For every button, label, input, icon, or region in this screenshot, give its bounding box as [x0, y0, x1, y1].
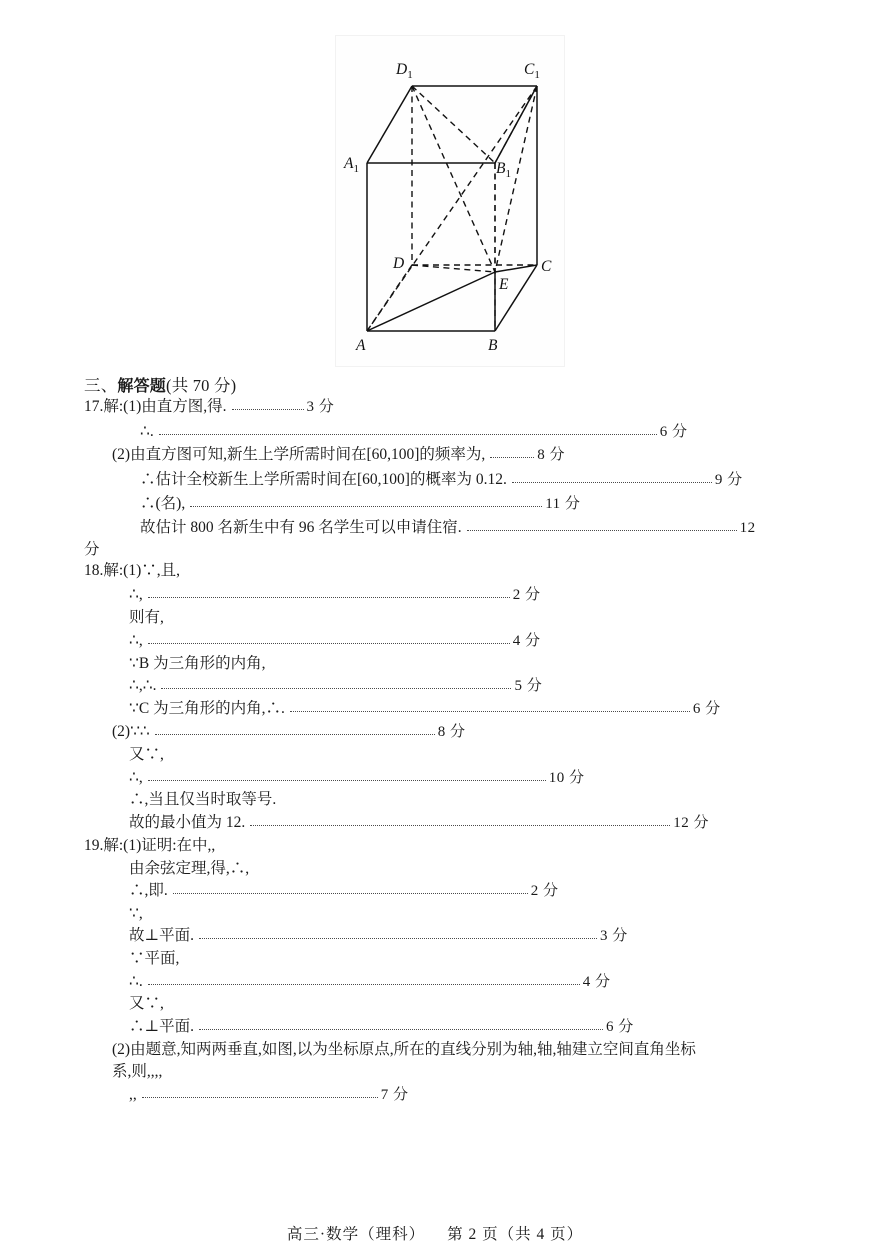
answer-line-text: 系,则,,,,: [112, 1063, 163, 1080]
dot-leader: [159, 424, 657, 440]
answer-line-text: ∴,: [129, 586, 143, 603]
vertex-label-A: A: [356, 337, 366, 354]
answer-line-19-2: [129, 883, 559, 899]
section-heading-prefix: 三、: [84, 376, 118, 395]
dot-leader: [512, 472, 712, 488]
score-mark: 6 分: [659, 424, 688, 440]
dot-leader: [142, 1087, 378, 1103]
score-mark: 9 分: [714, 472, 743, 488]
answer-line-18-2: [129, 610, 164, 626]
dot-leader: [190, 496, 542, 512]
answer-line-text: 故⊥平面.: [129, 927, 194, 944]
answer-line-19-3: [129, 906, 143, 922]
answer-line-text: ∴,: [129, 632, 143, 649]
answer-line-19-4: [129, 928, 628, 944]
answer-line-18-6: [129, 701, 721, 717]
footer-left: 高三·数学（理科）: [286, 1226, 426, 1243]
answer-line-19-9: [112, 1042, 696, 1058]
score-mark: 5 分: [514, 678, 543, 694]
answer-line-19-0: [84, 838, 215, 854]
dot-leader: [161, 678, 511, 694]
section-heading-bold: 解答题: [117, 376, 167, 395]
answer-line-17-4: [140, 496, 580, 512]
answer-line-text: ∴,即.: [129, 882, 168, 899]
dot-leader: [148, 633, 510, 649]
answer-line-18-1: [129, 587, 541, 603]
answer-line-18-11: [129, 815, 709, 831]
answer-line-text: ∴,当且仅当时取等号.: [129, 791, 277, 808]
answer-line-text: 故估计 800 名新生中有 96 名学生可以申请住宿.: [140, 519, 462, 536]
answer-line-text: ∴⊥平面.: [129, 1018, 194, 1035]
answer-line-text: ∴.: [129, 973, 143, 990]
answer-line-text: ∴,: [129, 769, 143, 786]
dot-leader: [173, 883, 528, 899]
dot-leader: [155, 724, 435, 740]
answer-line-text: 又∵,: [129, 746, 164, 763]
answer-line-18-8: [129, 747, 164, 763]
answer-line-19-7: [129, 996, 164, 1012]
score-mark: 12: [739, 520, 756, 536]
vertex-label-B1: $B_1$: [496, 160, 511, 180]
answer-line-19-8: [129, 1019, 634, 1035]
score-mark: 3 分: [306, 399, 335, 415]
score-mark: 6 分: [692, 701, 721, 717]
answer-line-17-0: [84, 399, 334, 415]
vertex-label-B: B: [488, 337, 498, 354]
score-mark: 2 分: [512, 587, 541, 603]
answer-line-text: ∴,∴.: [129, 677, 157, 694]
dot-leader: [148, 974, 580, 990]
score-mark: 3 分: [599, 928, 628, 944]
answer-line-text: ∴估计全校新生上学所需时间在[60,100]的概率为 0.12.: [140, 471, 507, 488]
answer-line-17-5: [140, 520, 756, 536]
answer-line-text: ,,: [129, 1086, 137, 1103]
section-heading-suffix: (共 70 分): [166, 376, 237, 395]
answer-line-text: 17.解:(1)由直方图,得.: [84, 398, 227, 415]
score-mark: 12 分: [673, 815, 710, 831]
answer-line-text: ∴.: [140, 423, 154, 440]
dot-leader: [148, 770, 546, 786]
answer-line-18-5: [129, 678, 542, 694]
dot-leader: [290, 701, 690, 717]
answer-line-text: ∴(名),: [140, 495, 186, 512]
answer-line-18-0: [84, 563, 180, 579]
answer-line-18-10: [129, 792, 276, 808]
answer-line-text: ∵C 为三角形的内角,∴.: [129, 700, 285, 717]
answer-line-text: 由余弦定理,得,∴,: [129, 860, 250, 877]
answer-line-text: (2)∵∴: [112, 723, 150, 740]
answer-line-19-10: [112, 1064, 162, 1080]
vertex-label-D: D: [393, 255, 405, 272]
footer-right: 第 2 页（共 4 页）: [447, 1226, 584, 1243]
answer-line-text: 故的最小值为 12.: [129, 814, 246, 831]
section-heading: [84, 372, 236, 396]
page-footer: [0, 1222, 870, 1244]
answer-line-18-7: [112, 724, 466, 740]
score-mark: 8 分: [437, 724, 466, 740]
score-mark: 10 分: [548, 770, 585, 786]
answer-line-text: (2)由题意,知两两垂直,如图,以为坐标原点,所在的直线分别为轴,轴,轴建立空间直角坐标: [112, 1041, 696, 1058]
answer-line-17-6: [84, 542, 100, 558]
dot-leader: [250, 815, 670, 831]
answer-line-19-11: [129, 1087, 409, 1103]
dot-leader: [490, 447, 534, 463]
answer-line-18-4: [129, 656, 265, 672]
answer-line-text: ∵平面,: [129, 950, 180, 967]
answer-line-19-1: [129, 861, 249, 877]
score-mark: 4 分: [582, 974, 611, 990]
answer-line-text: 分: [84, 541, 100, 558]
score-mark: 7 分: [380, 1087, 409, 1103]
dot-leader: [232, 399, 304, 415]
score-mark: 4 分: [512, 633, 541, 649]
answer-line-17-2: [112, 447, 565, 463]
vertex-label-C: C: [541, 258, 552, 275]
vertex-label-E: E: [499, 276, 509, 293]
answer-line-text: 又∵,: [129, 995, 164, 1012]
answer-line-text: 19.解:(1)证明:在中,,: [84, 837, 216, 854]
answer-line-text: (2)由直方图可知,新生上学所需时间在[60,100]的频率为,: [112, 446, 486, 463]
score-mark: 11 分: [545, 496, 581, 512]
dot-leader: [148, 587, 510, 603]
vertex-label-C1: $C_1$: [524, 61, 540, 81]
dot-leader: [199, 928, 597, 944]
dot-leader: [199, 1019, 603, 1035]
answer-line-17-3: [140, 472, 743, 488]
answer-line-text: 18.解:(1)∵,且,: [84, 562, 181, 579]
answer-line-17-1: [140, 424, 688, 440]
answer-line-text: 则有,: [129, 609, 164, 626]
answer-line-18-9: [129, 770, 585, 786]
vertex-label-D1: $D_1$: [396, 61, 413, 81]
vertex-label-A1: $A_1$: [344, 155, 359, 175]
answer-line-19-6: [129, 974, 611, 990]
score-mark: 8 分: [537, 447, 566, 463]
answer-line-18-3: [129, 633, 541, 649]
answer-line-19-5: [129, 951, 179, 967]
dot-leader: [467, 520, 737, 536]
answer-line-text: ∵,: [129, 905, 143, 922]
answer-line-text: ∵B 为三角形的内角,: [129, 655, 266, 672]
score-mark: 2 分: [530, 883, 559, 899]
score-mark: 6 分: [605, 1019, 634, 1035]
